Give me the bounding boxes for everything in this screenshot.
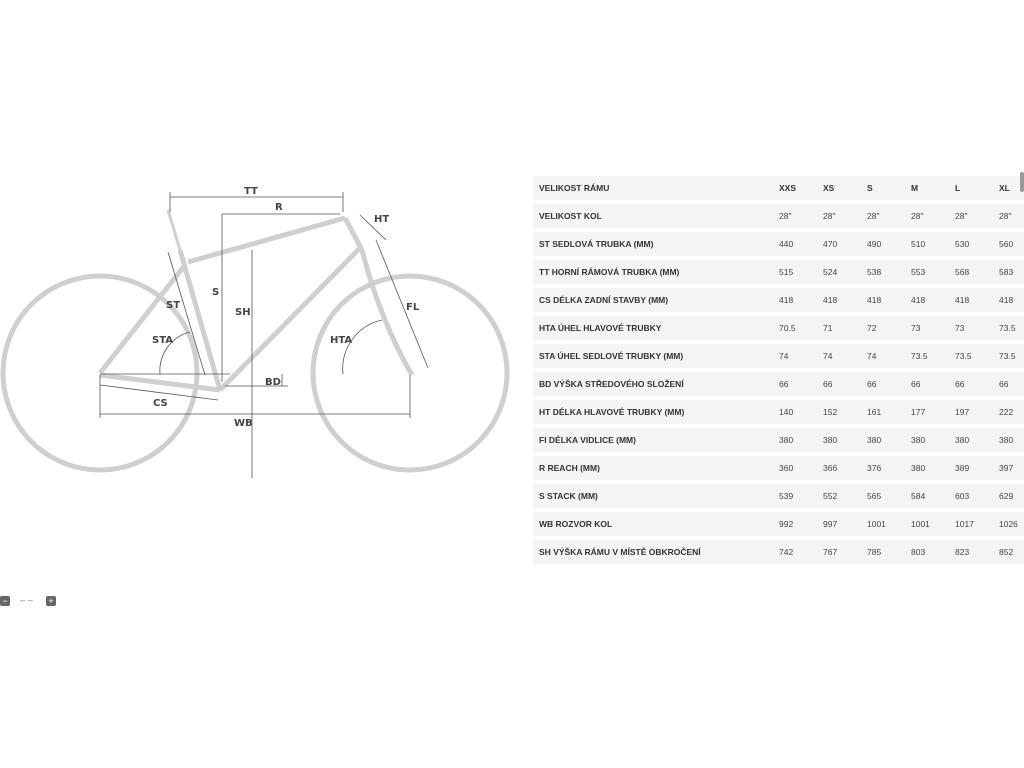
row-label: STA ÚHEL SEDLOVÉ TRUBKY (MM) xyxy=(533,344,779,368)
row-label: VELIKOST KOL xyxy=(533,204,779,228)
table-row xyxy=(533,512,1024,536)
seat-tube xyxy=(180,250,220,390)
row-value: 1001 xyxy=(867,512,911,536)
row-value: 74 xyxy=(867,344,911,368)
row-value: 71 xyxy=(823,316,867,340)
row-value: 360 xyxy=(779,456,823,480)
row-value: 380 xyxy=(911,428,955,452)
table-scrollbar[interactable] xyxy=(1020,172,1024,192)
row-value: 28" xyxy=(911,204,955,228)
row-value: 380 xyxy=(911,456,955,480)
down-tube xyxy=(220,248,360,390)
row-label: BD VÝŠKA STŘEDOVÉHO SLOŽENÍ xyxy=(533,372,779,396)
row-value: 553 xyxy=(911,260,955,284)
row-value: 1001 xyxy=(911,512,955,536)
head-tube xyxy=(345,218,362,250)
table-row xyxy=(533,288,1024,312)
row-value: 565 xyxy=(867,484,911,508)
row-value: 539 xyxy=(779,484,823,508)
row-value: 440 xyxy=(779,232,823,256)
header-label: VELIKOST RÁMU xyxy=(533,176,779,200)
row-value: 66 xyxy=(955,372,999,396)
row-value: 28" xyxy=(999,204,1024,228)
table-row xyxy=(533,400,1024,424)
row-value: 376 xyxy=(867,456,911,480)
zoom-level: -- -- xyxy=(20,596,33,605)
label-fl: FL xyxy=(406,302,420,313)
row-value: 584 xyxy=(911,484,955,508)
table-row xyxy=(533,372,1024,396)
row-value: 73.5 xyxy=(911,344,955,368)
row-value: 140 xyxy=(779,400,823,424)
row-value: 823 xyxy=(955,540,999,564)
row-value: 366 xyxy=(823,456,867,480)
dimension-lines xyxy=(100,192,428,478)
row-value: 380 xyxy=(867,428,911,452)
row-value: 66 xyxy=(867,372,911,396)
row-value: 629 xyxy=(999,484,1024,508)
row-value: 28" xyxy=(823,204,867,228)
frame-drawing xyxy=(3,210,507,470)
row-value: 73 xyxy=(955,316,999,340)
row-label: FI DÉLKA VIDLICE (MM) xyxy=(533,428,779,452)
row-value: 28" xyxy=(955,204,999,228)
label-wb: WB xyxy=(234,418,253,429)
header-size: XL xyxy=(999,176,1024,200)
row-value: 418 xyxy=(779,288,823,312)
header-size: XS xyxy=(823,176,867,200)
row-value: 852 xyxy=(999,540,1024,564)
label-s: S xyxy=(212,287,220,298)
table-row xyxy=(533,260,1024,284)
row-value: 66 xyxy=(779,372,823,396)
row-value: 28" xyxy=(867,204,911,228)
row-value: 152 xyxy=(823,400,867,424)
row-value: 70.5 xyxy=(779,316,823,340)
header-size: XXS xyxy=(779,176,823,200)
label-bd: BD xyxy=(265,377,281,388)
row-value: 418 xyxy=(911,288,955,312)
row-value: 73.5 xyxy=(999,344,1024,368)
row-label: CS DÉLKA ZADNÍ STAVBY (MM) xyxy=(533,288,779,312)
table-row xyxy=(533,456,1024,480)
label-sh: SH xyxy=(235,307,251,318)
row-value: 490 xyxy=(867,232,911,256)
row-value: 197 xyxy=(955,400,999,424)
label-r: R xyxy=(275,202,283,213)
bike-geometry-diagram xyxy=(0,170,520,490)
row-value: 552 xyxy=(823,484,867,508)
row-value: 380 xyxy=(955,428,999,452)
row-value: 73.5 xyxy=(999,316,1024,340)
table-header-row xyxy=(533,176,1024,200)
row-value: 803 xyxy=(911,540,955,564)
row-value: 380 xyxy=(779,428,823,452)
seat-stay xyxy=(100,265,185,373)
row-label: HT DÉLKA HLAVOVÉ TRUBKY (MM) xyxy=(533,400,779,424)
fork xyxy=(362,250,412,375)
row-label: SH VÝŠKA RÁMU V MÍSTĚ OBKROČENÍ xyxy=(533,540,779,564)
table-row xyxy=(533,540,1024,564)
row-value: 603 xyxy=(955,484,999,508)
row-value: 222 xyxy=(999,400,1024,424)
row-value: 470 xyxy=(823,232,867,256)
label-ht: HT xyxy=(374,214,390,225)
row-label: WB ROZVOR KOL xyxy=(533,512,779,536)
row-value: 742 xyxy=(779,540,823,564)
row-value: 380 xyxy=(823,428,867,452)
top-tube xyxy=(188,218,345,262)
row-value: 161 xyxy=(867,400,911,424)
row-value: 380 xyxy=(999,428,1024,452)
row-value: 1017 xyxy=(955,512,999,536)
row-label: ST SEDLOVÁ TRUBKA (MM) xyxy=(533,232,779,256)
geometry-table xyxy=(533,172,1024,568)
row-value: 177 xyxy=(911,400,955,424)
row-value: 73.5 xyxy=(955,344,999,368)
table-row xyxy=(533,484,1024,508)
row-label: HTA ÚHEL HLAVOVÉ TRUBKY xyxy=(533,316,779,340)
row-value: 74 xyxy=(779,344,823,368)
row-value: 418 xyxy=(999,288,1024,312)
header-size: S xyxy=(867,176,911,200)
row-value: 538 xyxy=(867,260,911,284)
label-tt: TT xyxy=(244,186,258,197)
row-value: 524 xyxy=(823,260,867,284)
zoom-in-icon[interactable]: + xyxy=(46,596,56,606)
row-value: 418 xyxy=(955,288,999,312)
label-st: ST xyxy=(166,300,181,311)
row-value: 73 xyxy=(911,316,955,340)
header-size: M xyxy=(911,176,955,200)
label-hta: HTA xyxy=(330,335,353,346)
table-row xyxy=(533,344,1024,368)
row-label: S STACK (MM) xyxy=(533,484,779,508)
row-value: 510 xyxy=(911,232,955,256)
row-value: 560 xyxy=(999,232,1024,256)
chain-stay xyxy=(100,375,220,390)
row-value: 28" xyxy=(779,204,823,228)
zoom-out-icon[interactable]: − xyxy=(0,596,10,606)
row-value: 66 xyxy=(911,372,955,396)
row-value: 66 xyxy=(999,372,1024,396)
row-value: 997 xyxy=(823,512,867,536)
row-value: 992 xyxy=(779,512,823,536)
row-value: 1026 xyxy=(999,512,1024,536)
row-value: 568 xyxy=(955,260,999,284)
row-value: 785 xyxy=(867,540,911,564)
row-value: 66 xyxy=(823,372,867,396)
header-size: L xyxy=(955,176,999,200)
row-value: 767 xyxy=(823,540,867,564)
row-value: 418 xyxy=(823,288,867,312)
seat-post xyxy=(168,210,180,250)
row-value: 515 xyxy=(779,260,823,284)
row-label: R REACH (MM) xyxy=(533,456,779,480)
label-cs: CS xyxy=(153,398,168,409)
table-row xyxy=(533,428,1024,452)
row-value: 389 xyxy=(955,456,999,480)
row-value: 583 xyxy=(999,260,1024,284)
row-value: 74 xyxy=(823,344,867,368)
row-value: 72 xyxy=(867,316,911,340)
row-value: 530 xyxy=(955,232,999,256)
table-row xyxy=(533,316,1024,340)
zoom-controls xyxy=(0,596,66,606)
table-row xyxy=(533,204,1024,228)
label-sta: STA xyxy=(152,335,173,346)
row-value: 418 xyxy=(867,288,911,312)
table-row xyxy=(533,232,1024,256)
row-value: 397 xyxy=(999,456,1024,480)
row-label: TT HORNÍ RÁMOVÁ TRUBKA (MM) xyxy=(533,260,779,284)
